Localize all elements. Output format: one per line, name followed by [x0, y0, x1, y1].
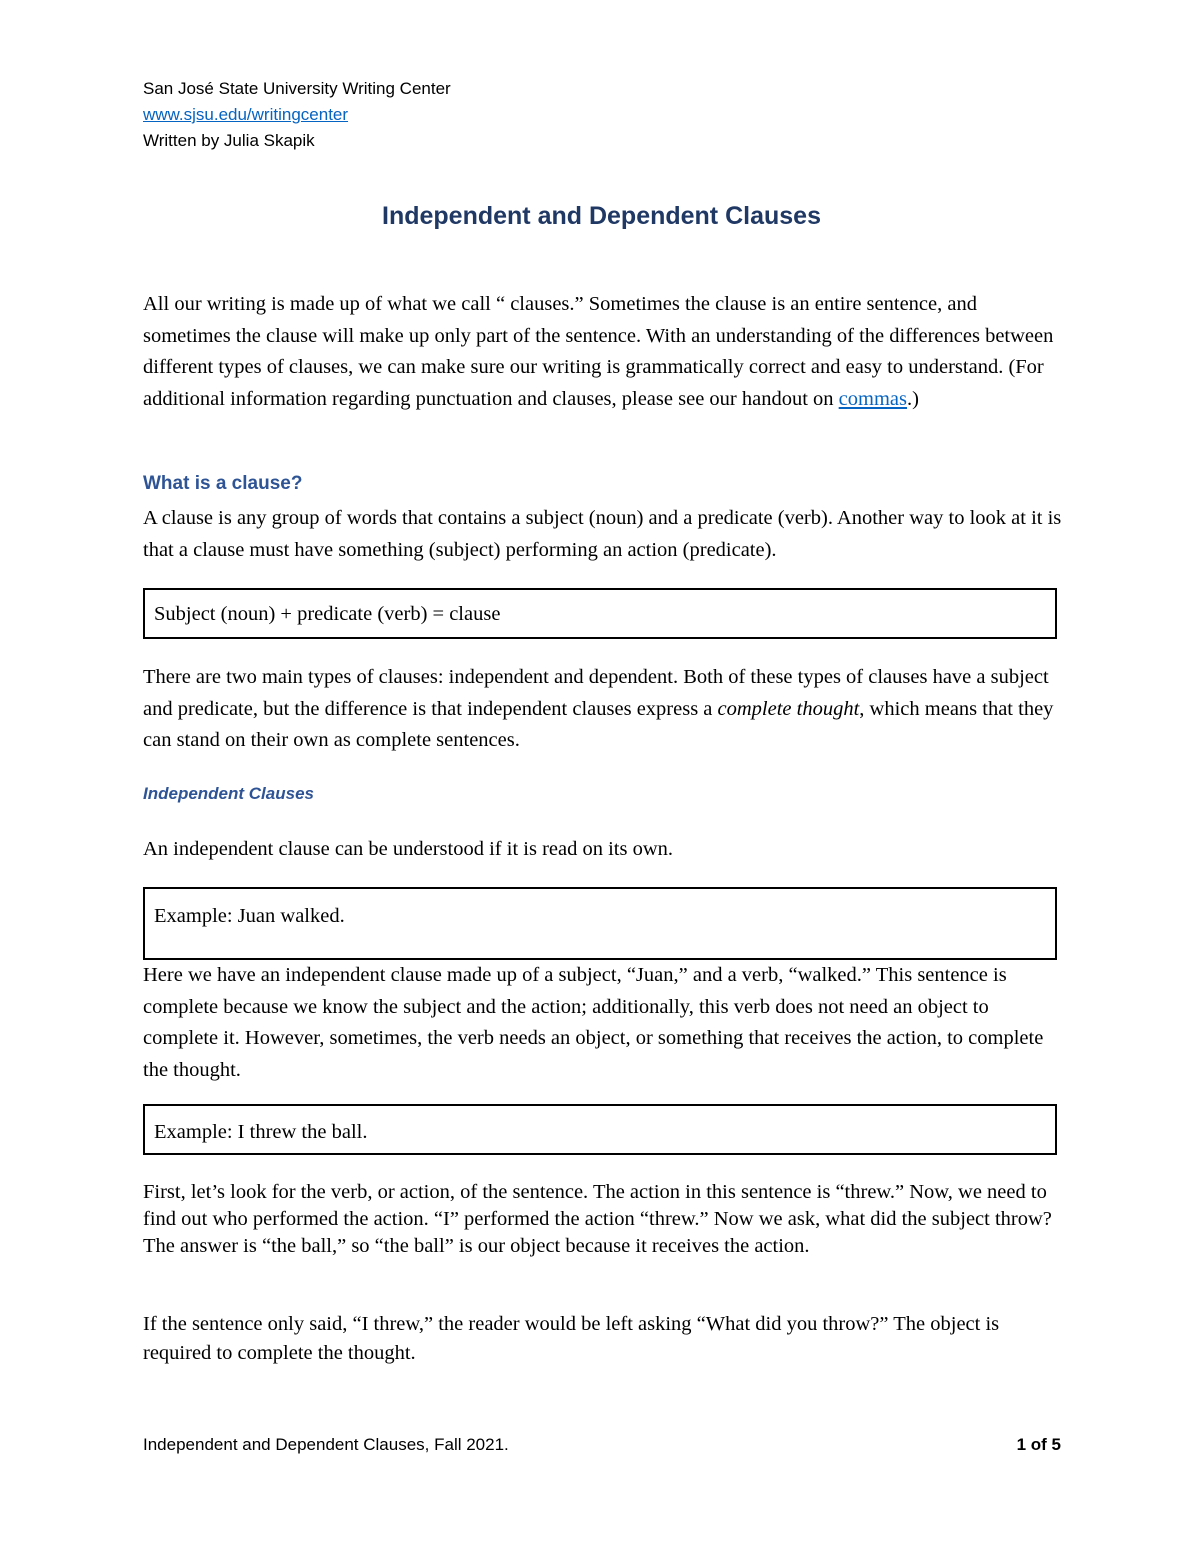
independent-clauses-heading-wrap — [143, 784, 1063, 804]
clause-definition-section — [143, 473, 1063, 495]
author-line: Written by Julia Skapik — [143, 131, 315, 150]
clause-types-paragraph: There are two main types of clauses: independent and dependent. Both of these types of clauses have a subject and predicate, but the difference is that independent clauses express a complete thought, which means that they can stand on their own as complete sentences. — [143, 666, 1054, 751]
org-name: San José State University Writing Center — [143, 79, 451, 98]
clause-definition-body — [143, 503, 1063, 566]
commas-link[interactable]: commas — [838, 387, 907, 410]
footer-title: Independent and Dependent Clauses, Fall 2021. — [143, 1435, 509, 1454]
intro-paragraph: All our writing is made up of what we call “ clauses.” Sometimes the clause is an entire sentence, and sometimes the clause will make up only part of the sentence. With an understanding of the differences between different types of clauses, we can make sure our writing is grammatically correct and easy to understand. (For additional information regarding punctuation and clauses, please see our handout on commas.) — [143, 293, 1054, 410]
independent-intro-wrap — [143, 834, 1063, 866]
object-required-wrap — [143, 1310, 1063, 1368]
clause-types-body — [143, 662, 1063, 757]
section-heading-independent-clauses: Independent Clauses — [143, 784, 314, 803]
page-footer — [143, 1435, 1061, 1455]
clause-definition-paragraph: A clause is any group of words that contains a subject (noun) and a predicate (verb). Another way to look at it is that a clause must have something (subject) performing an action (predicate). — [143, 507, 1062, 561]
document-header — [143, 76, 451, 154]
independent-intro-paragraph: An independent clause can be understood if it is read on its own. — [143, 838, 674, 860]
page-number: 1 of 5 — [1016, 1435, 1061, 1454]
section-heading-what-is-clause: What is a clause? — [143, 473, 303, 494]
formula-box — [143, 588, 1057, 639]
object-required-paragraph: If the sentence only said, “I threw,” the reader would be left asking “What did you throw?” The object is required to complete the thought. — [143, 1313, 1000, 1364]
example-box-ball — [143, 1104, 1057, 1155]
juan-explanation-paragraph: Here we have an independent clause made up of a subject, “Juan,” and a verb, “walked.” This sentence is complete because we know the subject and the action; additionally, this verb does not need an object to complete it. However, sometimes, the verb needs an object, or something that receives the action, to complete the thought. — [143, 964, 1044, 1081]
example-box-juan — [143, 887, 1057, 960]
example-text-juan: Example: Juan walked. — [154, 905, 345, 927]
formula-text: Subject (noun) + predicate (verb) = clause — [154, 603, 501, 625]
writing-center-link[interactable]: www.sjsu.edu/writingcenter — [143, 105, 349, 124]
page-title: Independent and Dependent Clauses — [382, 202, 821, 230]
example-text-ball: Example: I threw the ball. — [154, 1121, 368, 1143]
ball-explanation-wrap — [143, 1179, 1063, 1260]
juan-explanation-wrap — [143, 960, 1063, 1086]
ball-explanation-paragraph: First, let’s look for the verb, or action, of the sentence. The action in this sentence is “threw.” Now, we need to find out who performed the action. “I” performed the action “threw.” Now we ask, what did the subject throw? The answer is “the ball,” so “the ball” is our object because it receives the action. — [143, 1181, 1052, 1257]
intro-section — [143, 289, 1063, 415]
